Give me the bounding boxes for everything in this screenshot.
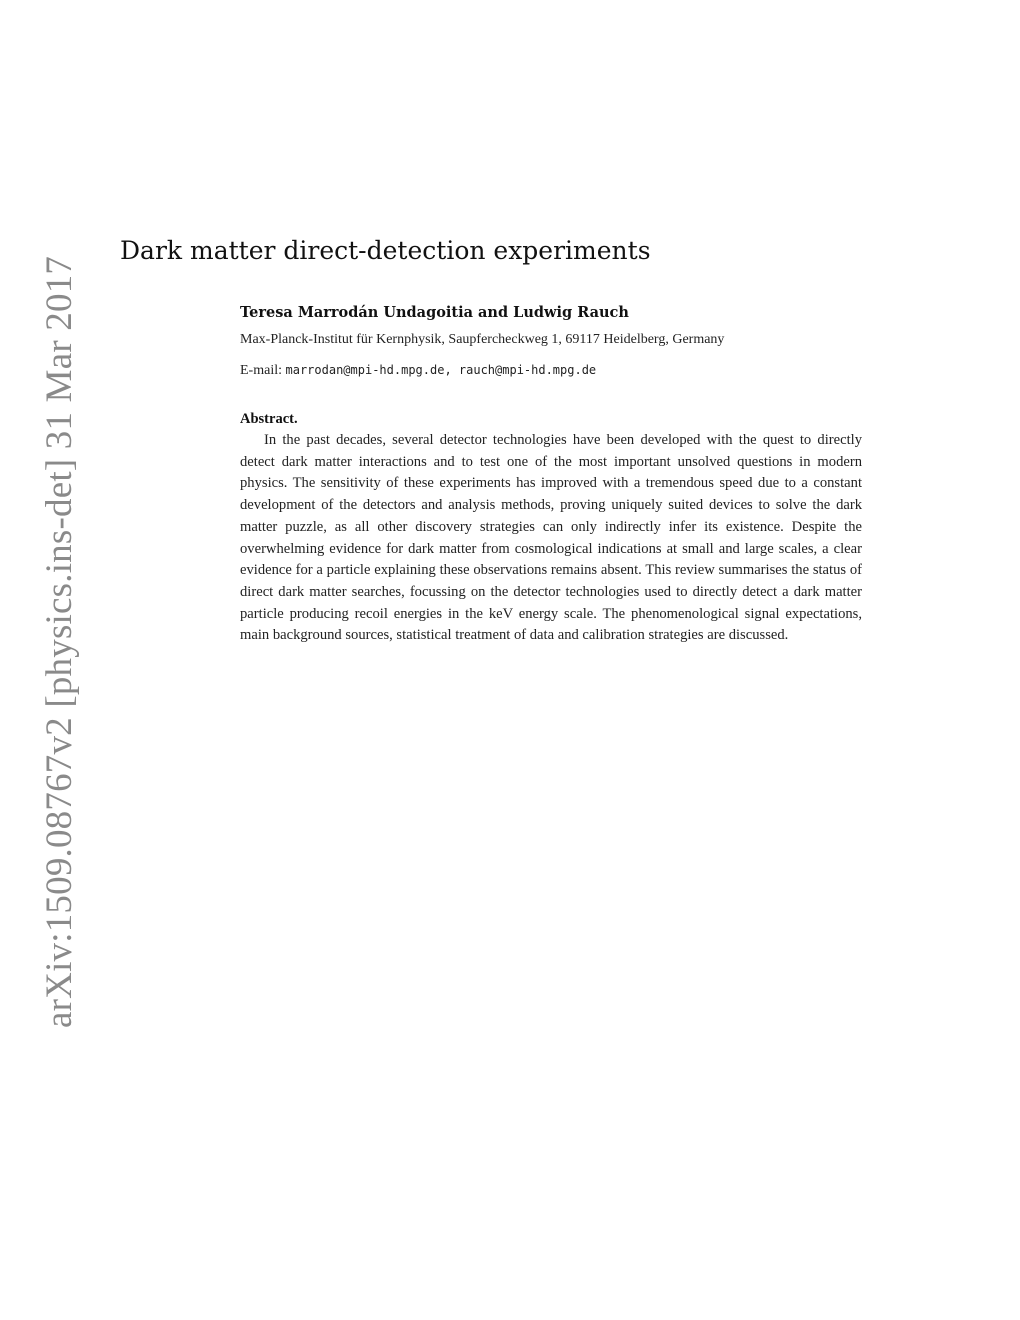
paper-title: Dark matter direct-detection experiments [120, 236, 651, 265]
abstract-body: In the past decades, several detector technologies have been developed with the quest to directly detect dark matter interactions and to test one of the most important unsolved questions in modern physics. The sensitivity of these experiments has improved with a tremendous speed due to a constant development of the detectors and analysis methods, proving uniquely suited devices to solve the dark matter puzzle, as all other discovery strategies can only indirectly infer its existence. Despite the overwhelming evidence for dark matter from cosmological indications at small and large scales, a clear evidence for a particle explaining these observations remains absent. This review summarises the status of direct dark matter searches, focussing on the detector technologies used to directly detect a dark matter particle producing recoil energies in the keV energy scale. The phenomenological signal expectations, main background sources, statistical treatment of data and calibration strategies are discussed. [240, 432, 862, 644]
email-line [240, 363, 596, 379]
author-list: Teresa Marrodán Undagoitia and Ludwig Rauch [240, 304, 629, 321]
author-affiliation: Max-Planck-Institut für Kernphysik, Saupfercheckweg 1, 69117 Heidelberg, Germany [240, 332, 725, 347]
arxiv-identifier-stamp: arXiv:1509.08767v2 [physics.ins-det] 31 Mar 2017 [39, 255, 80, 1028]
email-addresses[interactable]: marrodan@mpi-hd.mpg.de, rauch@mpi-hd.mpg.de [285, 363, 597, 377]
email-label: E-mail: [240, 363, 282, 378]
abstract-heading: Abstract. [240, 411, 298, 427]
